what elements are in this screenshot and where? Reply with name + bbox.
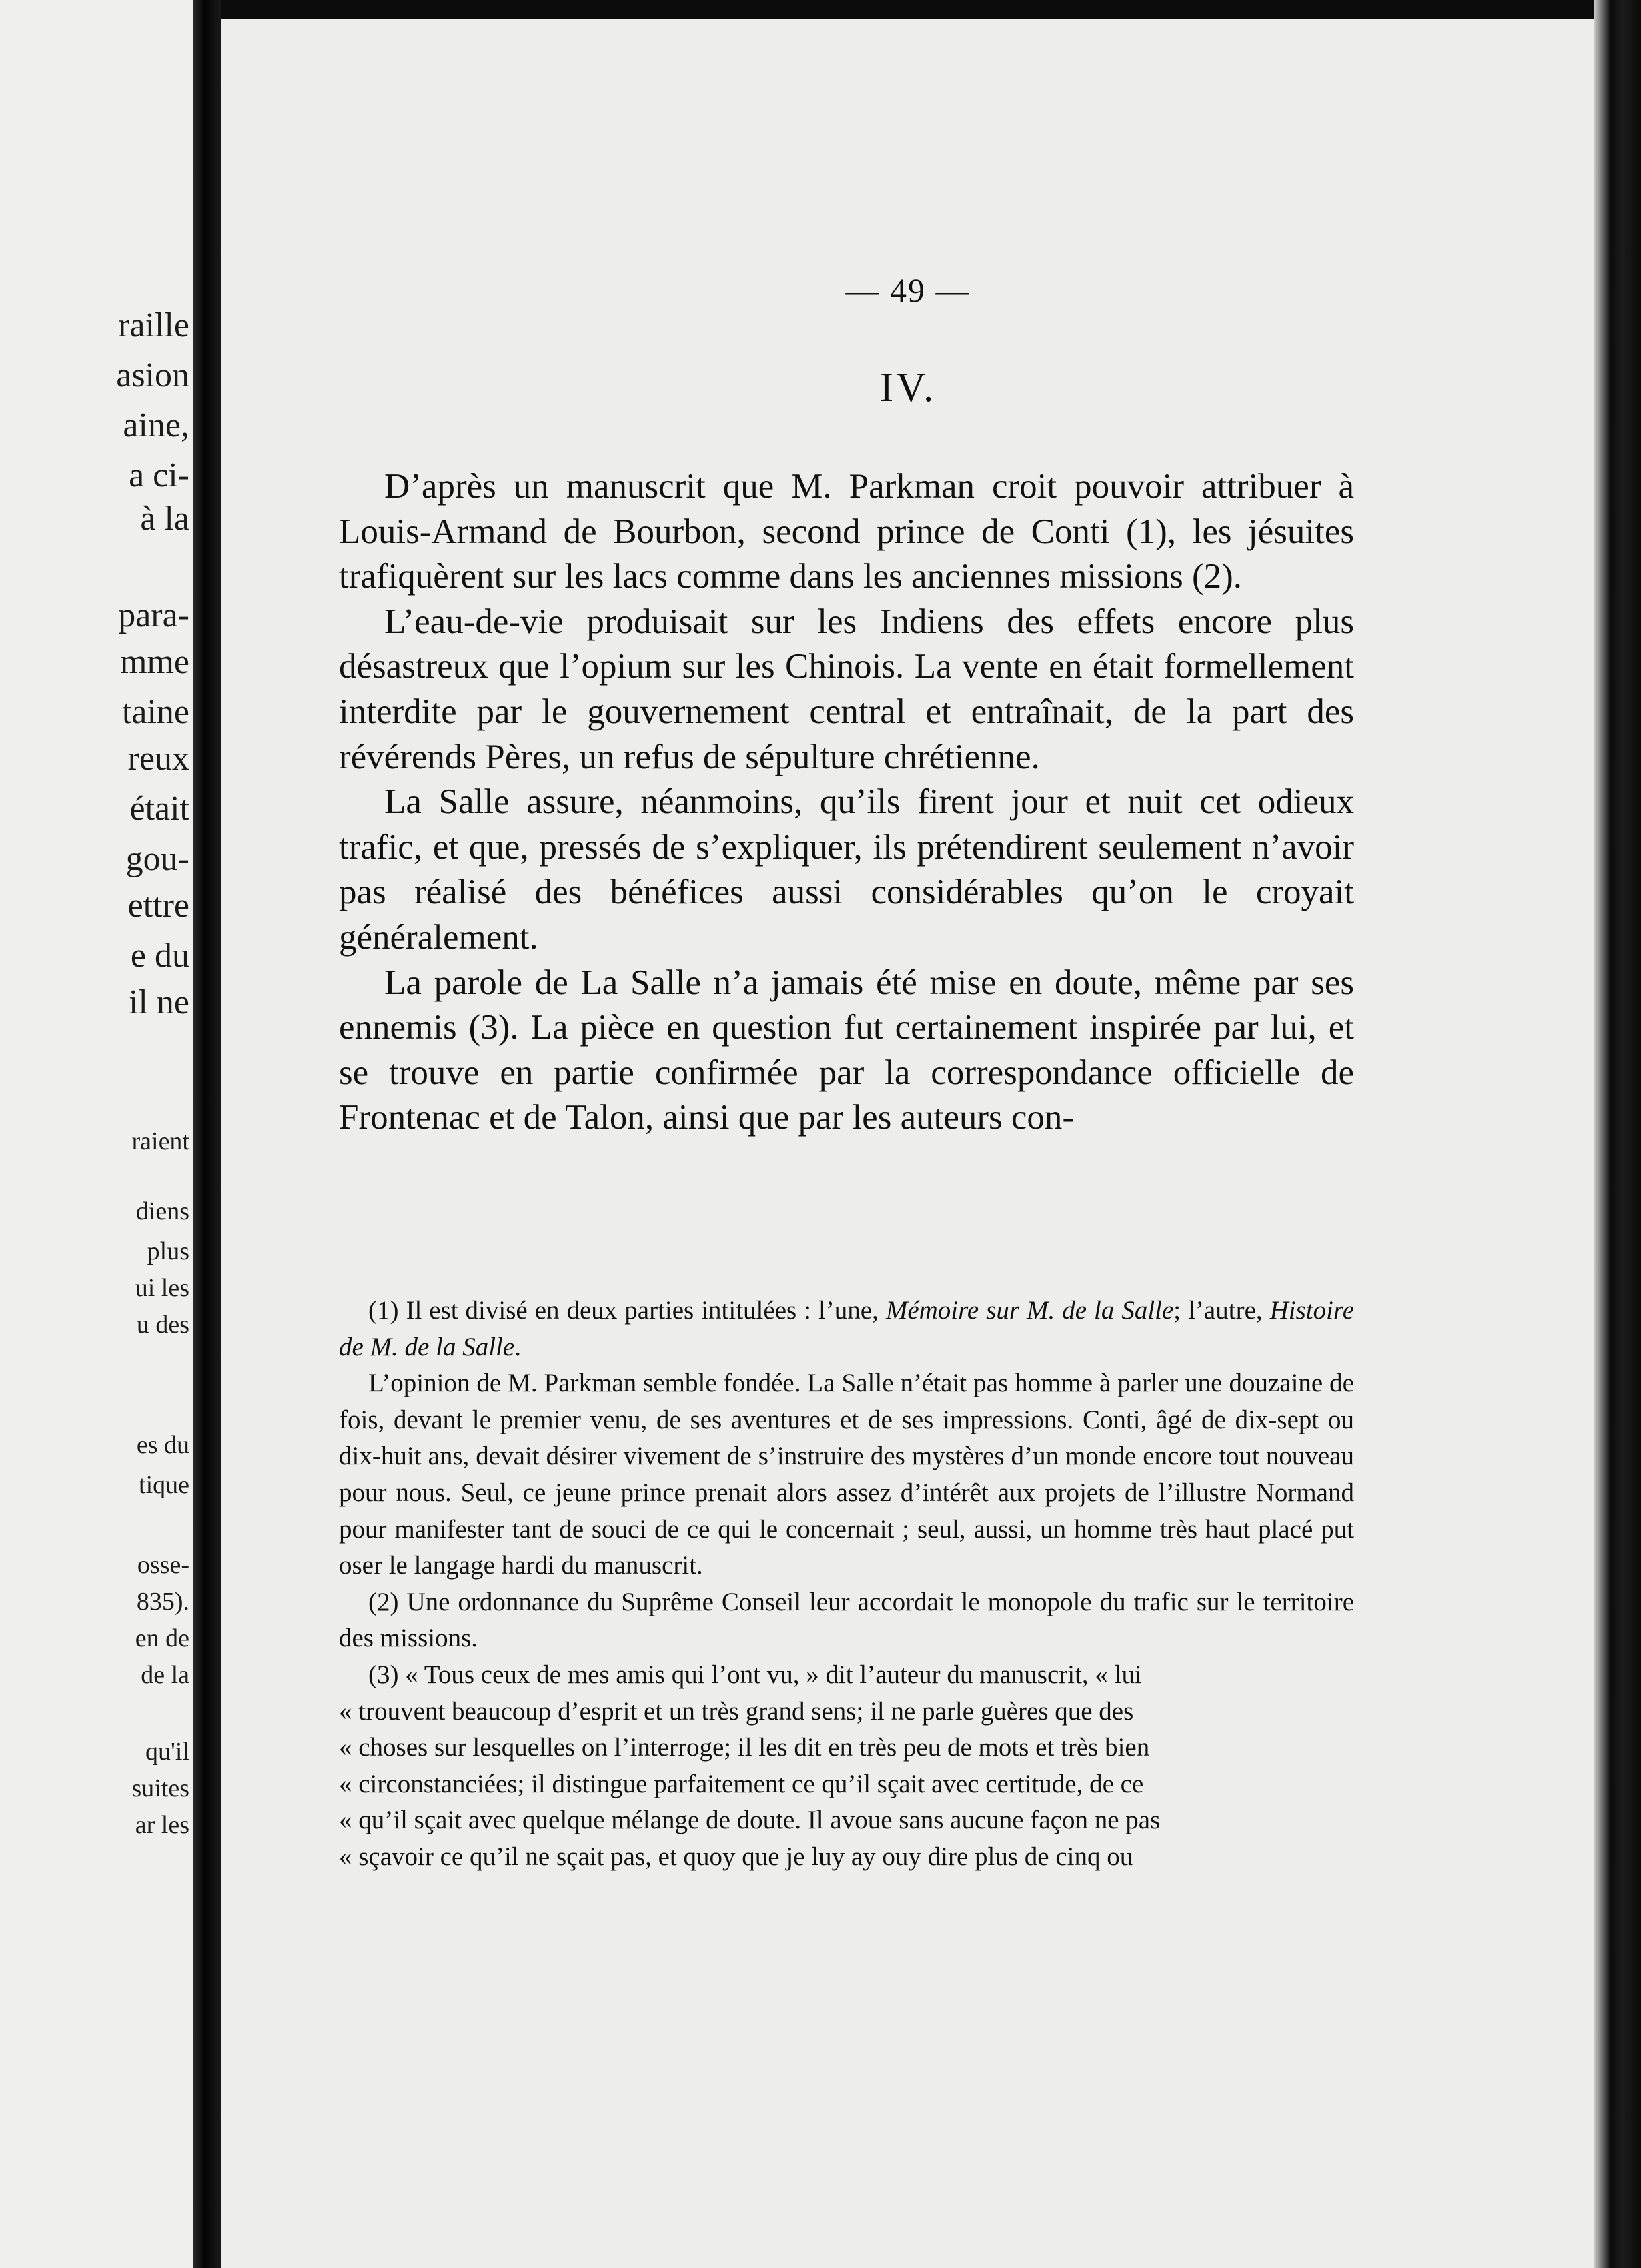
footnote-text: ; l’autre, <box>1173 1296 1263 1325</box>
book-gutter <box>193 0 221 2268</box>
facing-line: gou- <box>125 840 189 878</box>
paragraph: L’eau-de-vie produisait sur les Indiens des effets encore plus désastreux que l’opium sur les Chinois. La vente en était formellement interdite par le gouvernement central et entraînait, de la part des révérends Pères, un refus de sépulture chrétienne. <box>339 602 1354 776</box>
facing-line: reux <box>127 740 189 778</box>
body-text <box>339 464 1354 1141</box>
facing-page-fragment <box>0 0 193 2268</box>
footnote-1 <box>339 1293 1354 1365</box>
facing-line: u des <box>136 1311 189 1339</box>
facing-line: raille <box>118 306 189 344</box>
footnote-text: . <box>514 1332 521 1361</box>
footnote-3-line: « sçavoir ce qu’il ne sçait pas, et quoy que je luy ay ouy dire plus de cinq ou <box>339 1842 1133 1871</box>
footnote-3-line: (3) « Tous ceux de mes amis qui l’ont vu, » dit l’auteur du manuscrit, « lui <box>368 1660 1142 1689</box>
facing-line: il ne <box>129 983 189 1021</box>
footnote-title: Mémoire sur M. de la Salle <box>885 1296 1174 1325</box>
footnote-3-line: « choses sur lesquelles on l’interroge; il les dit en très peu de mots et très bien <box>339 1733 1150 1762</box>
facing-line: asion <box>116 356 189 394</box>
facing-line: mme <box>120 643 189 681</box>
book-page <box>221 19 1594 2268</box>
facing-line: à la <box>140 500 189 538</box>
facing-line: ui les <box>135 1274 189 1302</box>
footnote-3-line: « circonstanciées; il distingue parfaitement ce qu’il sçait avec certitude, de ce <box>339 1769 1144 1798</box>
facing-line: tique <box>139 1471 189 1499</box>
paragraph: La Salle assure, néanmoins, qu’ils firent jour et nuit cet odieux trafic, et que, pressés de s’expliquer, ils prétendirent seulement n’avoir pas réalisé des bénéfices aussi considérables qu’on le croyait généralement. <box>339 782 1354 957</box>
facing-line: en de <box>135 1624 189 1652</box>
paragraph: La parole de La Salle n’a jamais été mise en doute, même par ses ennemis (3). La pièce en question fut certainement inspirée par lui, et se trouve en partie confirmée par la correspondance officielle de Frontenac et de Talon, ainsi que par les auteurs con- <box>339 963 1354 1137</box>
page-edge <box>1594 0 1641 2268</box>
facing-line: raient <box>131 1127 189 1155</box>
footnotes <box>339 1293 1354 1876</box>
footnote-3-line: « qu’il sçait avec quelque mélange de doute. Il avoue sans aucune façon ne pas <box>339 1806 1161 1835</box>
footnote-3-line: « trouvent beaucoup d’esprit et un très grand sens; il ne parle guères que des <box>339 1696 1134 1726</box>
facing-line: suites <box>131 1774 189 1802</box>
facing-line: a ci- <box>129 456 189 494</box>
facing-line: para- <box>118 596 189 634</box>
facing-line: aine, <box>123 406 189 444</box>
footnote-text: (1) Il est divisé en deux parties intitulées : l’une, <box>368 1296 879 1325</box>
facing-line: qu'il <box>145 1738 189 1766</box>
facing-line: e du <box>130 937 189 975</box>
page-number: — 49 — <box>845 271 971 309</box>
paragraph: D’après un manuscrit que M. Parkman croit pouvoir attribuer à Louis-Armand de Bourbon, second prince de Conti (1), les jésuites trafiquèrent sur les lacs comme dans les anciennes missions (2). <box>339 467 1354 596</box>
facing-line: taine <box>121 693 189 731</box>
facing-line: de la <box>141 1661 189 1689</box>
facing-line: était <box>129 790 189 828</box>
facing-line: osse- <box>137 1551 189 1579</box>
facing-line: ettre <box>127 887 189 925</box>
facing-line: plus <box>147 1237 189 1265</box>
facing-line: 835). <box>136 1588 189 1616</box>
footnote-2: (2) Une ordonnance du Suprême Conseil leur accordait le monopole du trafic sur le territoire des missions. <box>339 1587 1354 1653</box>
facing-line: diens <box>135 1197 189 1225</box>
footnote-title: Histoire de M. de la Salle <box>339 1296 1355 1361</box>
facing-line: es du <box>136 1431 189 1459</box>
section-heading: IV. <box>879 365 937 410</box>
facing-line: ar les <box>135 1811 189 1839</box>
footnote-1-continued: L’opinion de M. Parkman semble fondée. La Salle n’était pas homme à parler une douzaine de fois, devant le premier venu, de ses aventures et de ses impressions. Conti, âgé de dix-sept ou dix-huit ans, devait désirer vivement de s’instruire des mystères d’un monde encore tout nouveau pour nous. Seul, ce jeune prince prenait alors assez d’intérêt aux projets de l’illustre Normand pour manifester tant de souci de ce qui le concernait ; seul, aussi, un homme très haut placé put oser le langage hardi du manuscrit. <box>339 1369 1354 1580</box>
